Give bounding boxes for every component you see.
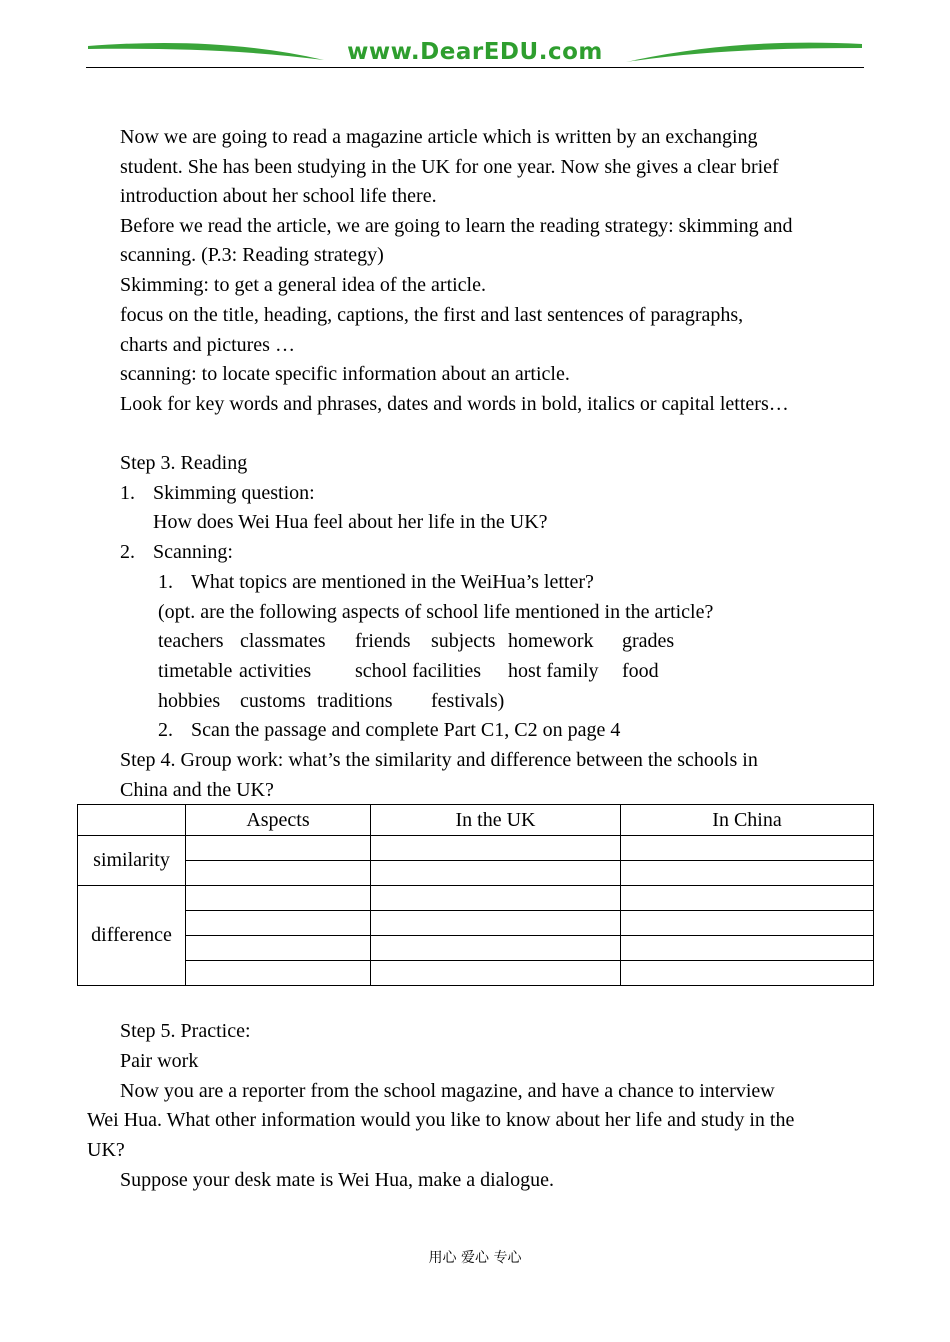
dialogue-instruction: Suppose your desk mate is Wei Hua, make a dialogue. xyxy=(120,1169,555,1191)
scanning-question-2: Scan the passage and complete Part C1, C2 on page 4 xyxy=(191,719,621,741)
table-cell[interactable] xyxy=(186,861,371,886)
list-number: 1. xyxy=(120,482,135,504)
table-cell[interactable] xyxy=(621,836,874,861)
optional-note: (opt. are the following aspects of school life mentioned in the article? xyxy=(158,601,714,623)
table-row xyxy=(78,886,874,911)
table-cell[interactable] xyxy=(371,886,621,911)
comparison-table xyxy=(77,804,874,986)
header-rule xyxy=(86,67,864,68)
table-cell[interactable] xyxy=(621,861,874,886)
intro-line: introduction about her school life there. xyxy=(120,185,437,207)
intro-line: Before we read the article, we are going to learn the reading strategy: skimming and xyxy=(120,215,793,237)
intro-line: charts and pictures … xyxy=(120,334,295,356)
topic-word: customs xyxy=(240,690,306,712)
topic-word: subjects xyxy=(431,630,496,652)
table-cell[interactable] xyxy=(371,961,621,986)
page-header xyxy=(86,36,864,70)
topic-word: hobbies xyxy=(158,690,221,712)
table-row xyxy=(78,911,874,936)
sub-list-number: 1. xyxy=(158,571,173,593)
list-number: 2. xyxy=(120,541,135,563)
table-cell[interactable] xyxy=(621,911,874,936)
topic-word: food xyxy=(622,660,659,682)
table-header-cell: In China xyxy=(621,805,874,836)
topic-word: friends xyxy=(355,630,411,652)
page-footer: 用心 爱心 专心 xyxy=(428,1250,522,1266)
step3-heading: Step 3. Reading xyxy=(120,452,248,474)
table-header-cell: Aspects xyxy=(186,805,371,836)
reporter-paragraph: Wei Hua. What other information would you like to know about her life and study in the xyxy=(87,1109,795,1131)
scanning-question-1: What topics are mentioned in the WeiHua’s letter? xyxy=(191,571,594,593)
intro-line: Skimming: to get a general idea of the article. xyxy=(120,274,486,296)
table-row xyxy=(78,936,874,961)
topic-word: timetable xyxy=(158,660,233,682)
topic-word: grades xyxy=(622,630,675,652)
pair-work-label: Pair work xyxy=(120,1050,199,1072)
topic-word: traditions xyxy=(317,690,393,712)
table-cell[interactable] xyxy=(621,886,874,911)
table-cell[interactable] xyxy=(371,936,621,961)
step4-heading: China and the UK? xyxy=(120,779,274,801)
table-cell[interactable] xyxy=(186,886,371,911)
skimming-title: Skimming question: xyxy=(153,482,315,504)
table-cell[interactable] xyxy=(186,836,371,861)
table-cell[interactable] xyxy=(621,961,874,986)
scanning-title: Scanning: xyxy=(153,541,233,563)
intro-line: focus on the title, heading, captions, the first and last sentences of paragraphs, xyxy=(120,304,744,326)
row-group-label: similarity xyxy=(78,836,186,886)
table-cell[interactable] xyxy=(371,836,621,861)
sub-list-number: 2. xyxy=(158,719,173,741)
table-header-cell xyxy=(78,805,186,836)
table-row xyxy=(78,961,874,986)
topic-word: school facilities xyxy=(355,660,482,682)
table-header-cell: In the UK xyxy=(371,805,621,836)
table-cell[interactable] xyxy=(186,961,371,986)
intro-line: Now we are going to read a magazine article which is written by an exchanging xyxy=(120,126,758,148)
table-row xyxy=(78,861,874,886)
topic-word: host family xyxy=(508,660,599,682)
intro-line: Look for key words and phrases, dates and words in bold, italics or capital letters… xyxy=(120,393,789,415)
table-cell[interactable] xyxy=(371,911,621,936)
table-cell[interactable] xyxy=(371,861,621,886)
intro-line: scanning. (P.3: Reading strategy) xyxy=(120,244,384,266)
row-group-label: difference xyxy=(78,886,186,986)
reporter-paragraph: UK? xyxy=(87,1139,125,1161)
table-cell[interactable] xyxy=(186,936,371,961)
site-logo[interactable]: www.DearEDU.com xyxy=(347,39,603,65)
table-row xyxy=(78,836,874,861)
topic-word: festivals) xyxy=(431,690,505,712)
step4-heading: Step 4. Group work: what’s the similarity and difference between the schools in xyxy=(120,749,758,771)
table-cell[interactable] xyxy=(186,911,371,936)
topic-word: teachers xyxy=(158,630,224,652)
skimming-question: How does Wei Hua feel about her life in the UK? xyxy=(153,511,548,533)
intro-line: scanning: to locate specific information about an article. xyxy=(120,363,570,385)
reporter-paragraph: Now you are a reporter from the school magazine, and have a chance to interview xyxy=(120,1080,775,1102)
table-cell[interactable] xyxy=(621,936,874,961)
intro-line: student. She has been studying in the UK for one year. Now she gives a clear brief xyxy=(120,156,779,178)
topic-word: classmates xyxy=(240,630,326,652)
table-header-row xyxy=(78,805,874,836)
topic-word: homework xyxy=(508,630,594,652)
topic-word: activities xyxy=(239,660,312,682)
step5-heading: Step 5. Practice: xyxy=(120,1020,251,1042)
